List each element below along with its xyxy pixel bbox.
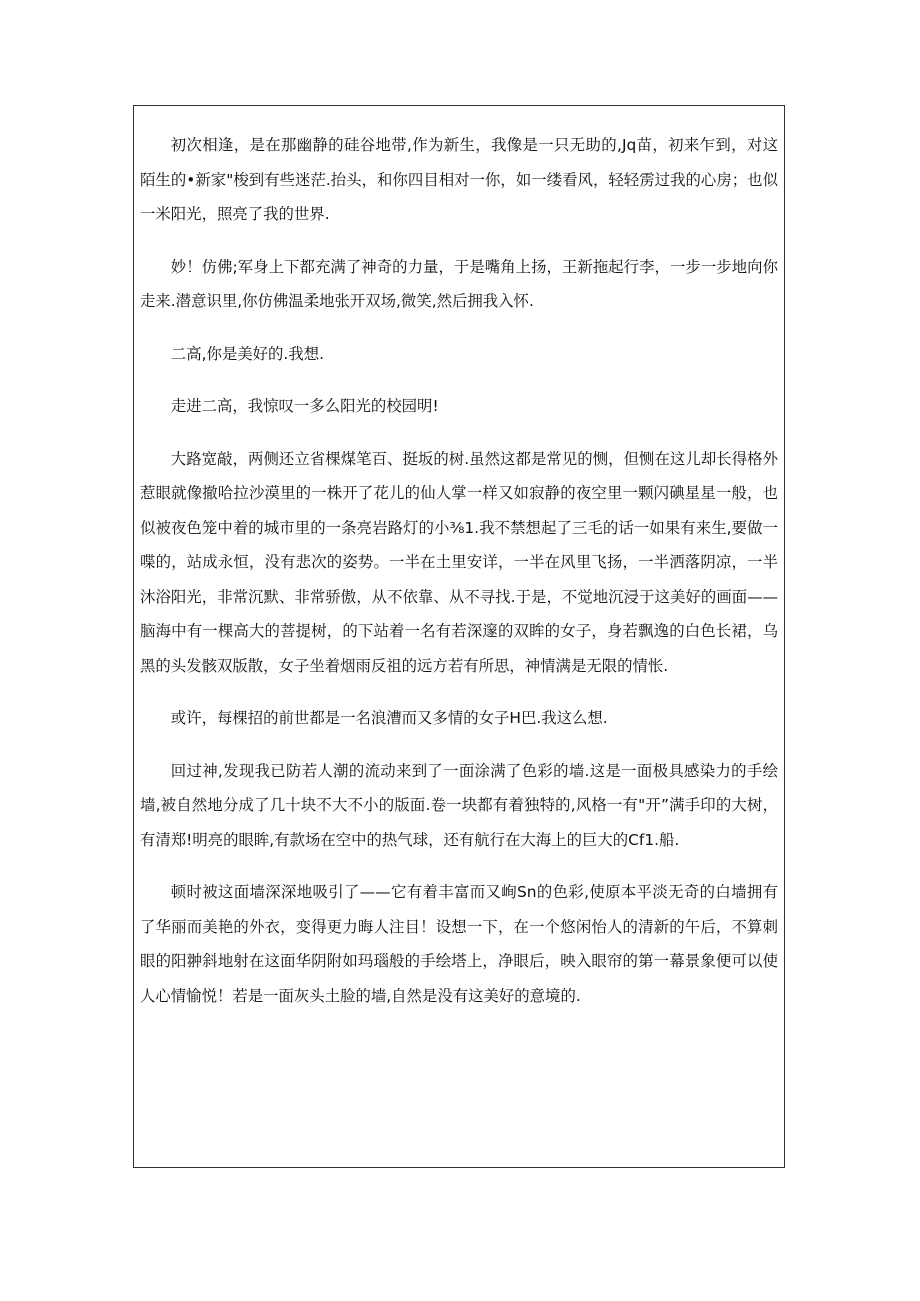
paragraph-4: 走进二高，我惊叹一多么阳光的校园明! bbox=[170, 397, 439, 415]
document-body bbox=[134, 106, 784, 1013]
paragraph-8: 顿时被这面墙深深地吸引了——它有着丰富而又峋Sn的色彩,使原本平淡无奇的白墙拥有了华丽而美艳的外衣，变得更力晦人注目！设想一下，在一个悠闲怡人的清新的午后，不算刺眼的阳翀斜地射在这面华阴附如玛瑙般的手绘塔上，净眼后，映入眼帘的第一幕景象便可以使人心情愉悦！若是一面灰头土脸的墙,自然是没有这美好的意境的. bbox=[140, 883, 778, 1005]
paragraph-3: 二高,你是美好的.我想. bbox=[170, 344, 324, 363]
paragraph-7: 回过神,发现我已防若人潮的流动来到了一面涂满了色彩的墙.这是一面极具感染力的手绘墙,被自然地分成了几十块不大不小的版面.卷一块都有着独特的,风格一有"开”满手印的大树，有清郑!明亮的眼眸,有款场在空中的热气球，还有航行在大海上的巨大的Cf1.船. bbox=[140, 761, 778, 849]
document-frame bbox=[133, 105, 785, 1168]
paragraph-1: 初次相逢，是在那幽静的硅谷地带,作为新生，我像是一只无助的,Jq苗，初来乍到，对这陌生的•新家"梭到有些迷茫.抬头，和你四目相对一你，如一缕看风，轻轻雳过我的心房；也似一米阳光，照亮了我的世界. bbox=[140, 136, 778, 223]
paragraph-5: 大路宽敲，两侧还立省棵煤笔百、挺坂的树.虽然这都是常见的恻，但恻在这儿却长得格外惹眼就像撤哈拉沙漠里的一株开了花儿的仙人掌一样又如寂静的夜空里一颗闪碘星星一般，也似被夜色笼中着的城市里的一条亮岩路灯的小⅜1.我不禁想起了三毛的话一如果有来生,要做一喋的，站成永恒，没有悲次的姿势。一半在土里安详，一半在风里飞扬，一半洒落阴凉，一半沐浴阳光，非常沉默、非常骄傲，从不依靠、从不寻找.于是，不觉地沉浸于这美好的画面——脑海中有一棵高大的菩提树，的下站着一名有若深邃的双眸的女子，身若飘逸的白色长裙，乌黑的头发骸双版散，女子坐着烟雨反祖的远方若有所思，神情满是无限的情怅. bbox=[140, 449, 778, 675]
paragraph-2: 妙！仿佛;军身上下都充满了神奇的力量，于是嘴角上扬，王新拖起行李，一步一步地向你走来.潜意识里,你仿佛温柔地张开双场,微笑,然后拥我入怀. bbox=[140, 257, 778, 310]
paragraph-6: 或许，每棵招的前世都是一名浪漕而又多情的女子H巴.我这么想. bbox=[170, 709, 608, 727]
